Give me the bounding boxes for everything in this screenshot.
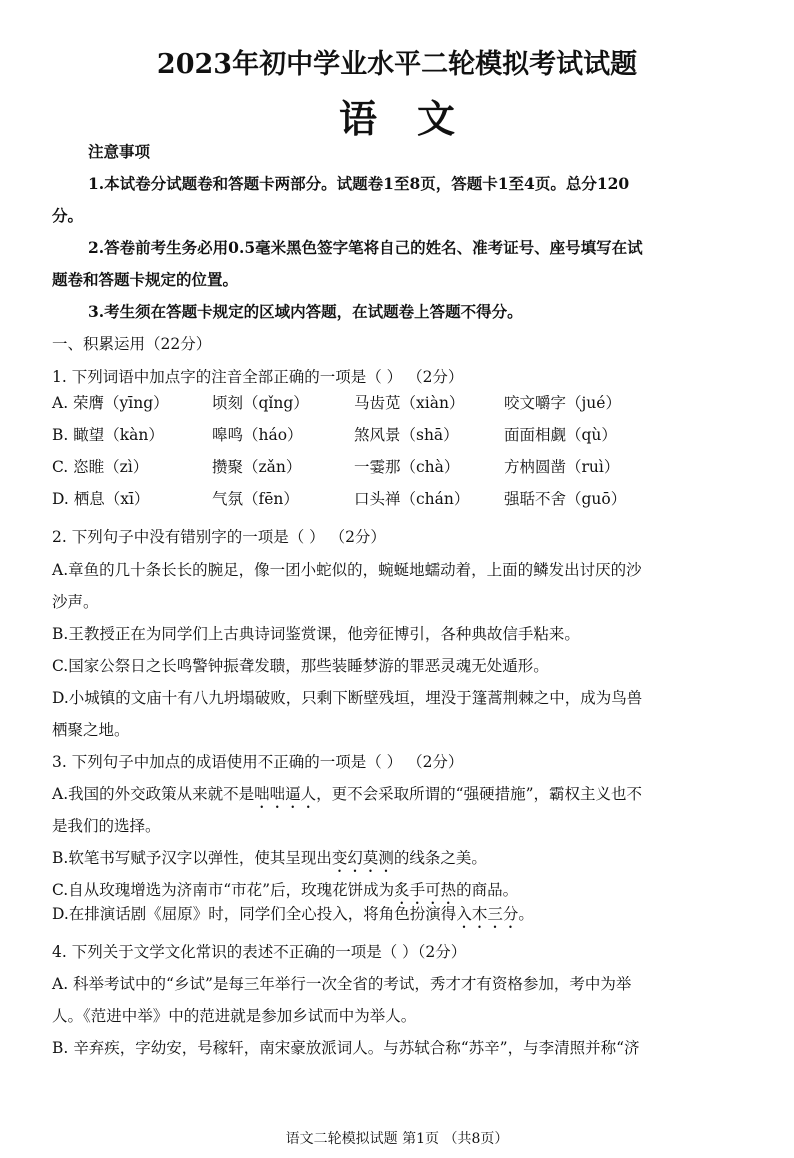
- q3-option-a-line-2: 是我们的选择。: [52, 817, 161, 835]
- q4-option-a-line-2: 人。《范进中举》中的范进就是参加乡试而中为举人。: [52, 1007, 417, 1025]
- q3-b-text-after: 的线条之美。: [393, 849, 487, 867]
- q1-option-a-word-1: A. 荣膺（yīng）: [52, 394, 169, 412]
- q3-c-text-before: C.自从玫瑰增选为济南市“市花”后，玫瑰花饼成为: [52, 881, 395, 899]
- exam-title: 2023年初中学业水平二轮模拟考试试题: [156, 49, 638, 80]
- q1-option-c-word-4: 方枘圆凿（ruì）: [504, 458, 620, 476]
- q1-option-b-word-1: B. 瞰望（kàn）: [52, 426, 164, 444]
- q3-c-text-after: 的商品。: [456, 881, 519, 899]
- q2-option-d-line-1: D.小城镇的文庙十有八九坍塌破败，只剩下断壁残垣，埋没于篷蒿荆棘之中，成为鸟兽: [52, 689, 643, 707]
- page-footer: 语文二轮模拟试题 第1页 （共8页）: [285, 1131, 509, 1147]
- subject-title: 语文: [338, 96, 495, 141]
- q1-option-c-word-2: 攒聚（zǎn）: [212, 458, 302, 476]
- q4-option-a-line-1: A. 科举考试中的“乡试”是每三年举行一次全省的考试，秀才才有资格参加，考中为举: [52, 975, 632, 993]
- question-3-stem: 3. 下列句子中加点的成语使用不正确的一项是（ ） （2分）: [52, 753, 464, 771]
- q1-option-a-word-4: 咬文嚼字（jué）: [504, 394, 621, 412]
- q1-option-d-word-1: D. 栖息（xī）: [52, 490, 150, 508]
- q3-c-idiom: 炙手可热: [394, 881, 457, 899]
- notice-item-1-line-2: 分。: [52, 206, 84, 225]
- q2-option-a-line-2: 沙声。: [52, 593, 99, 611]
- q1-option-a-word-2: 顷刻（qǐng）: [212, 394, 309, 412]
- q2-option-d-line-2: 栖聚之地。: [52, 721, 130, 739]
- notice-item-2-line-1: 2.答卷前考生务必用0.5毫米黑色签字笔将自己的姓名、准考证号、座号填写在试: [88, 238, 643, 257]
- notice-item-3: 3.考生须在答题卡规定的区域内答题，在试题卷上答题不得分。: [88, 302, 523, 321]
- question-4-stem: 4. 下列关于文学文化常识的表述不正确的一项是（ ）（2分）: [52, 943, 467, 961]
- q1-option-d-word-2: 气氛（fēn）: [212, 490, 299, 508]
- q3-d-idiom: 入木三分: [456, 905, 519, 923]
- q3-b-idiom: 变幻莫测: [331, 849, 394, 867]
- q1-option-c-word-1: C. 恣睢（zì）: [52, 458, 149, 476]
- q3-option-b: [52, 848, 487, 876]
- q1-option-a-word-3: 马齿苋（xiàn）: [354, 394, 465, 412]
- q1-option-b-word-2: 嗥鸣（háo）: [212, 426, 303, 444]
- q2-option-a-line-1: A.章鱼的几十条长长的腕足，像一团小蛇似的，蜿蜒地蠕动着，上面的鳞发出讨厌的沙: [52, 561, 642, 579]
- question-1-stem: 1. 下列词语中加点字的注音全部正确的一项是（ ） （2分）: [52, 368, 464, 386]
- question-2-stem: 2. 下列句子中没有错别字的一项是（ ） （2分）: [52, 528, 386, 546]
- q2-option-b: B.王教授正在为同学们上古典诗词鉴赏课，他旁征博引，各种典故信手粘来。: [52, 625, 580, 643]
- notice-item-1-line-1: 1.本试卷分试题卷和答题卡两部分。试题卷1至8页，答题卡1至4页。总分120: [88, 174, 630, 193]
- q3-a-text-after: ，更不会采取所谓的“强硬措施”，霸权主义也不: [316, 785, 642, 803]
- q3-option-d: [52, 904, 534, 932]
- notice-item-2-line-2: 题卷和答题卡规定的位置。: [52, 270, 239, 289]
- q1-option-d-word-4: 强聒不舍（guō）: [504, 490, 627, 508]
- q1-option-d-word-3: 口头禅（chán）: [354, 490, 470, 508]
- q3-d-text-before: D.在排演话剧《屈原》时，同学们全心投入，将角色扮演得: [52, 905, 457, 923]
- q1-option-b-word-3: 煞风景（shā）: [354, 426, 459, 444]
- q1-option-c-word-3: 一霎那（chà）: [354, 458, 460, 476]
- q2-option-c: C.国家公祭日之长鸣警钟振聋发聩，那些装睡梦游的罪恶灵魂无处遁形。: [52, 657, 549, 675]
- q3-option-a-line-1: [52, 784, 642, 812]
- notice-heading: 注意事项: [88, 142, 151, 161]
- q3-b-text-before: B.软笔书写赋予汉字以弹性，使其呈现出: [52, 849, 332, 867]
- q3-a-text-before: A.我国的外交政策从来就不是: [52, 785, 255, 803]
- q3-d-text-after: 。: [518, 905, 534, 923]
- section-1-heading: 一、积累运用（22分）: [52, 335, 212, 353]
- q1-option-b-word-4: 面面相觑（qù）: [504, 426, 617, 444]
- q4-option-b-line-1: B. 辛弃疾，字幼安，号稼轩，南宋豪放派词人。与苏轼合称“苏辛”，与李清照并称“济: [52, 1039, 640, 1057]
- q3-a-idiom: 咄咄逼人: [254, 785, 317, 803]
